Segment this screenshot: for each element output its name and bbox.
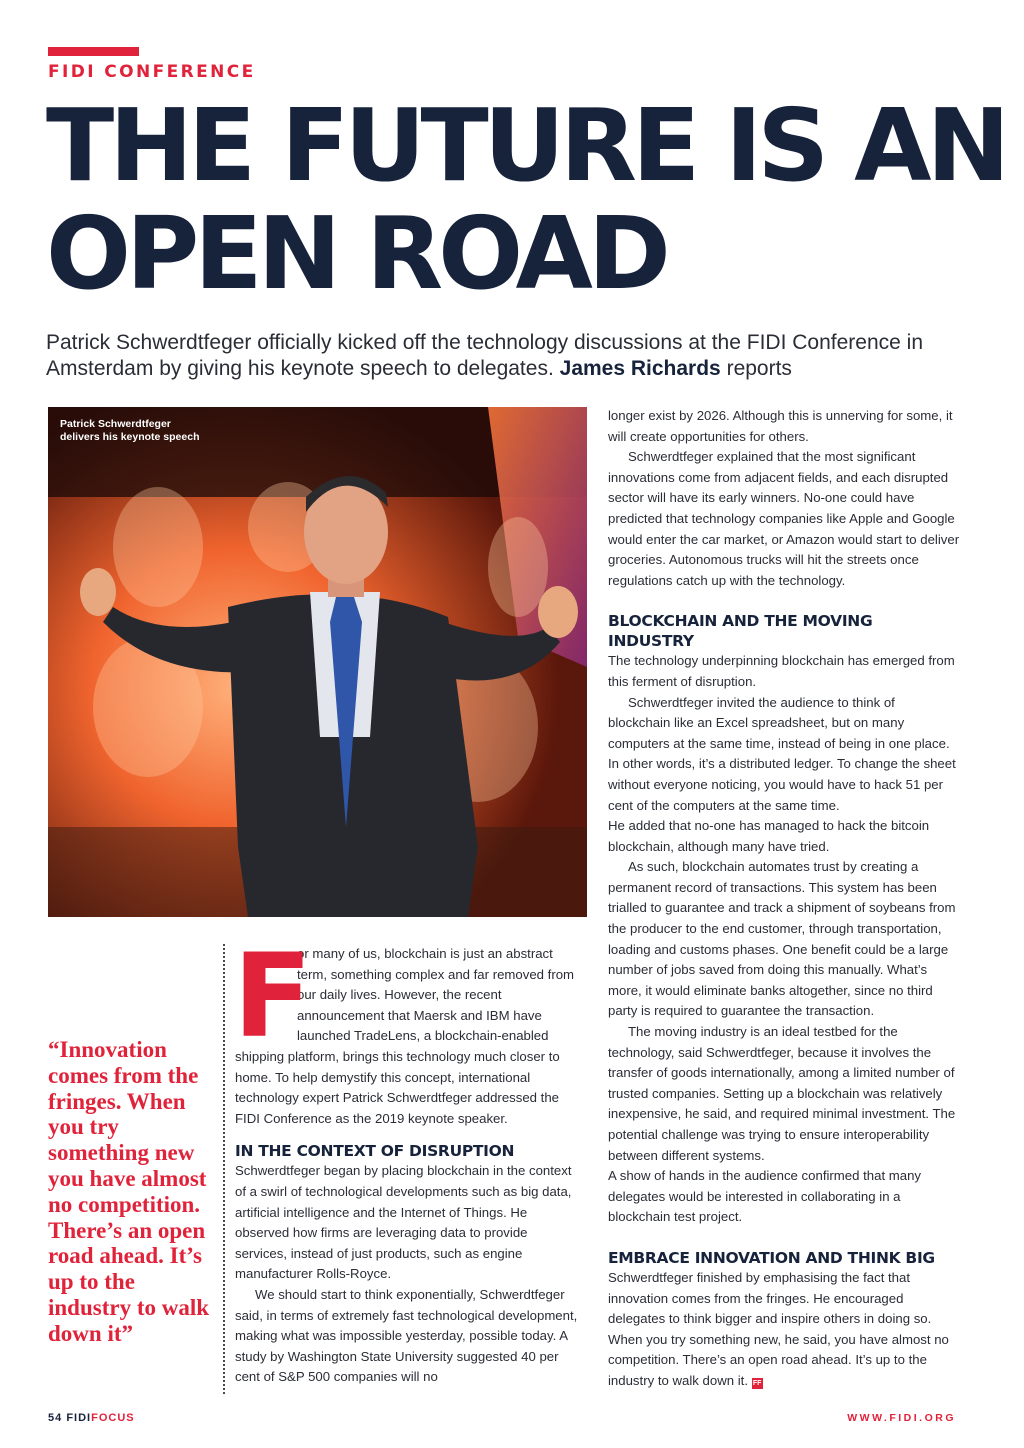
subhead-blockchain-moving-industry: BLOCKCHAIN AND THE MOVING INDUSTRY [608,612,873,651]
body-paragraph: We should start to think exponentially, Schwerdtfeger said, in terms of extremely fast technological development, making what was impossible yesterday, possible today. A study by Washington State University suggested 40 per cent of S&P 500 companies will no [235,1286,578,1385]
headline-line-2: OPEN ROAD [46,195,666,312]
photo-caption [60,418,199,444]
section-kicker: FIDI CONFERENCE [48,62,256,82]
page-number: 54 [48,1412,63,1424]
intro-paragraph: or many of us, blockchain is just an abstract term, something complex and far removed from our daily lives. However, the recent announcement that Maersk and IBM have launched TradeLens, a blockchain-enabled shipping platform, brings this technology much closer to home. To help demystify this concept, international technology expert Patrick Schwerdtfeger addressed the FIDI Conference as the 2019 keynote speaker. [235,946,575,1126]
section-accent-bar [48,47,139,56]
body-paragraph: As such, blockchain automates trust by creating a permanent record of transactions. This system has been trialled to guarantee and track a shipment of soybeans from the producer to the end customer, through transportation, loading and customs phases. One benefit could be a large number of jobs saved from doing this manually. What’s more, it would eliminate banks altogether, since no third party is required to guarantee the transaction. [608,859,956,1019]
caption-line-1: Patrick Schwerdtfeger [60,418,171,430]
body-paragraph: Schwerdtfeger explained that the most significant innovations come from adjacent fields, and each disrupted sector will have its early winners. No-one could have predicted that technology companies like Apple and Google would enter the car market, or Amazon would start to deliver groceries. Autonomous trucks will hit the streets once regulations catch up with the technology. [608,449,960,588]
dropcap-glyph: F [233,929,313,1064]
end-mark-icon: FF [752,1379,762,1387]
footer-website: WWW.FIDI.ORG [847,1412,956,1424]
standfirst-text: Patrick Schwerdtfeger officially kicked off the technology discussions at the FIDI Conference in Amsterdam by giving his keynote speech to delegates. [46,331,923,380]
standfirst [46,330,946,382]
keynote-speaker-photo [48,407,587,917]
body-paragraph: Schwerdtfeger invited the audience to think of blockchain like an Excel spreadsheet, but on many computers at the same time, instead of being in one place. In other words, it’s a distributed ledger. To change the sheet without everyone noticing, you would have to hack 51 per cent of the computers at the same time. [608,694,956,813]
body-paragraph: Schwerdtfeger began by placing blockchain in the context of a swirl of technological developments such as big data, artificial intelligence and the Internet of Things. He observed how firms are leveraging data to provide services, instead of just products, such as engine manufacturer Rolls-Royce. [235,1163,572,1282]
body-paragraph [608,1268,960,1392]
subhead-embrace-innovation: EMBRACE INNOVATION AND THINK BIG [608,1248,935,1267]
body-paragraph: longer exist by 2026. Although this is unnerving for some, it will create opportunities for others. [608,408,953,444]
speaker-illustration [48,407,587,917]
dropcap [233,929,313,1064]
brand-focus: FOCUS [91,1412,135,1424]
dropcap-letter [233,929,313,1064]
body-paragraph: The technology underpinning blockchain has emerged from this ferment of disruption. [608,653,955,689]
headline-line-1: THE FUTURE IS AN [46,87,1006,204]
article-headline [46,87,1006,312]
subhead-context-of-disruption: IN THE CONTEXT OF DISRUPTION [235,1142,515,1161]
footer-folio [48,1412,135,1424]
author-name: James Richards [559,357,721,380]
body-paragraph: He added that no-one has managed to hack the bitcoin blockchain, although many have tried. [608,818,930,854]
article-column-middle [233,929,580,1388]
brand-fidi: FIDI [66,1412,92,1424]
article-column-right [608,406,960,1392]
column-divider [223,944,225,1394]
closing-paragraph-text: Schwerdtfeger finished by emphasising the fact that innovation comes from the fringes. He encouraged delegates to think bigger and inspire others in doing so. When you try something new, he said, you have almost no competition. There’s an open road ahead. It’s up to the industry to walk down it. [608,1269,949,1388]
standfirst-suffix: reports [726,357,792,380]
body-paragraph: The moving industry is an ideal testbed for the technology, said Schwerdtfeger, because it involves the transfer of goods internationally, among a limited number of trusted companies. Setting up a blockchain was relatively inexpensive, he said, and required minimal investment. The potential challenge was trying to ensure interoperability between different systems. [608,1024,956,1163]
caption-line-2: delivers his keynote speech [60,431,200,443]
pull-quote: “Innovation comes from the fringes. When you try something new you have almost no competition. There’s an open road ahead. It’s up to the industry to walk down it” [48,1037,210,1346]
body-paragraph: A show of hands in the audience confirmed that many delegates would be interested in collaborating in a blockchain test project. [608,1168,922,1225]
